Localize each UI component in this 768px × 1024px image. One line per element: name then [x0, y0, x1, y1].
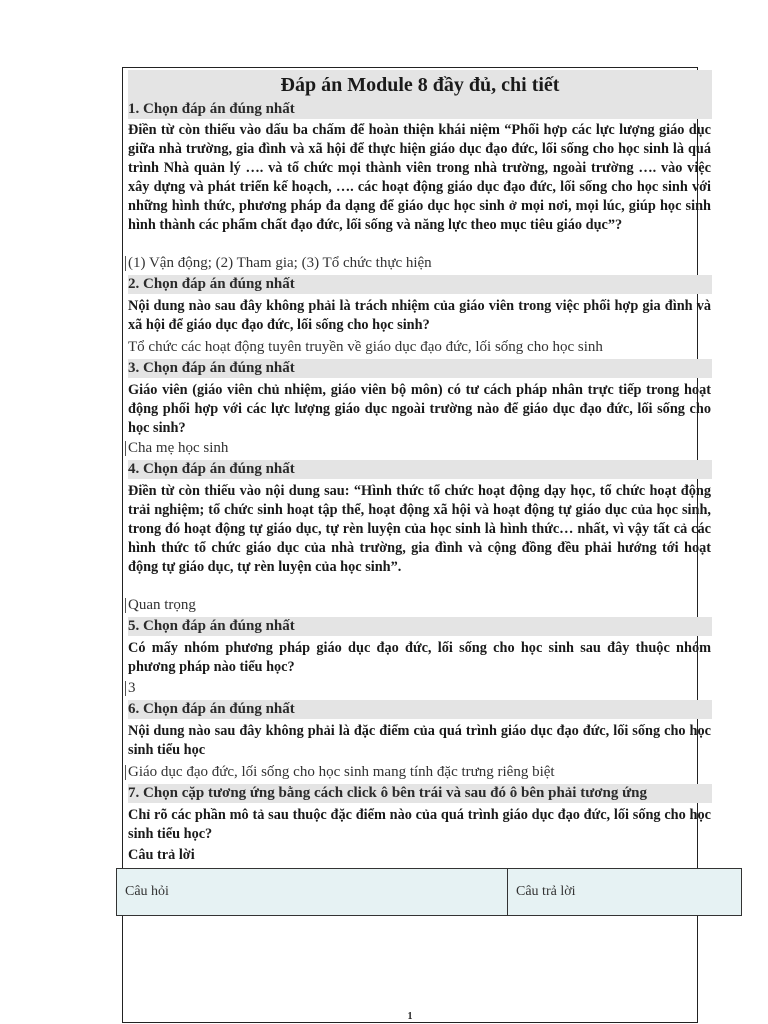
question-7-text: Chỉ rõ các phần mô tả sau thuộc đặc điểm nào của quá trình giáo dục đạo đức, lối sống cho học sinh tiểu học? — [128, 807, 711, 842]
question-6-answer: Giáo dục đạo đức, lối sống cho học sinh mang tính đặc trưng riêng biệt — [128, 764, 555, 780]
question-1-header: 1. Chọn đáp án đúng nhất — [128, 100, 712, 119]
match-table-header-question[interactable]: Câu hỏi — [117, 869, 508, 915]
text-cursor — [125, 441, 126, 456]
text-cursor — [125, 681, 126, 696]
question-3-header: 3. Chọn đáp án đúng nhất — [128, 359, 712, 378]
question-5-answer: 3 — [128, 680, 136, 696]
question-5-header: 5. Chọn đáp án đúng nhất — [128, 617, 712, 636]
text-cursor — [125, 765, 126, 780]
question-2-answer: Tổ chức các hoạt động tuyên truyền về giáo dục đạo đức, lối sống cho học sinh — [128, 339, 603, 355]
question-1-text: Điền từ còn thiếu vào dấu ba chấm để hoàn thiện khái niệm “Phối hợp các lực lượng giáo dục giữa nhà trường, gia đình và xã hội để thực hiện giáo dục đạo đức, lối sống cho học sinh là quá trình Nhà quản lý …. và tổ chức mọi thành viên trong nhà trường, ngoài trường …. vào việc xây dựng và phát triển kế hoạch, …. các hoạt động giáo dục đạo đức, lối sống cho học sinh với những hình thức, phương pháp đa dạng để giáo dục học sinh ở mọi nơi, mọi lúc, giúp học sinh hình thành các phẩm chất đạo đức, lối sống và năng lực theo mục tiêu giáo dục”? — [128, 122, 711, 233]
question-4-answer: Quan trọng — [128, 597, 196, 613]
question-3-answer: Cha mẹ học sinh — [128, 440, 229, 456]
text-cursor — [125, 256, 126, 271]
question-1-answer: (1) Vận động; (2) Tham gia; (3) Tổ chức thực hiện — [128, 255, 432, 271]
answer-label: Câu trả lời — [128, 847, 195, 863]
text-cursor — [125, 598, 126, 613]
question-6-text: Nội dung nào sau đây không phải là đặc điểm của quá trình giáo dục đạo đức, lối sống cho học sinh tiểu học — [128, 723, 711, 758]
question-2-header: 2. Chọn đáp án đúng nhất — [128, 275, 712, 294]
question-7-header: 7. Chọn cặp tương ứng bằng cách click ô bên trái và sau đó ô bên phải tương ứng — [128, 784, 712, 803]
question-2-text: Nội dung nào sau đây không phải là trách nhiệm của giáo viên trong việc phối hợp gia đình và xã hội để giáo dục đạo đức, lối sống cho học sinh? — [128, 298, 711, 333]
match-table — [116, 868, 742, 916]
page-number: 1 — [407, 1011, 413, 1022]
question-3-text: Giáo viên (giáo viên chủ nhiệm, giáo viên bộ môn) có tư cách pháp nhân trực tiếp trong hoạt động phối hợp với các lực lượng giáo dục ngoài trường nào để giáo dục đạo đức, lối sống cho học sinh? — [128, 382, 711, 436]
match-table-header-answer[interactable]: Câu trả lời — [516, 884, 576, 899]
question-6-header: 6. Chọn đáp án đúng nhất — [128, 700, 712, 719]
document-title: Đáp án Module 8 đầy đủ, chi tiết — [128, 70, 712, 100]
question-4-text: Điền từ còn thiếu vào nội dung sau: “Hình thức tổ chức hoạt động dạy học, tổ chức hoạt động trải nghiệm; tổ chức sinh hoạt tập thể, hoạt động xã hội và hoạt động tự giáo dục của học sinh, trong đó hoạt động tự giáo dục, tự rèn luyện của học sinh là hình thức… nhất, vì vậy tất cả các hình thức tổ chức giáo dục của nhà trường, gia đình và cộng đồng đều phải hướng tới hoạt động tự giáo dục, tự rèn luyện của học sinh”. — [128, 483, 711, 575]
question-5-text: Có mấy nhóm phương pháp giáo dục đạo đức, lối sống cho học sinh sau đây thuộc nhóm phương pháp nào tiểu học? — [128, 640, 711, 675]
question-4-header: 4. Chọn đáp án đúng nhất — [128, 460, 712, 479]
